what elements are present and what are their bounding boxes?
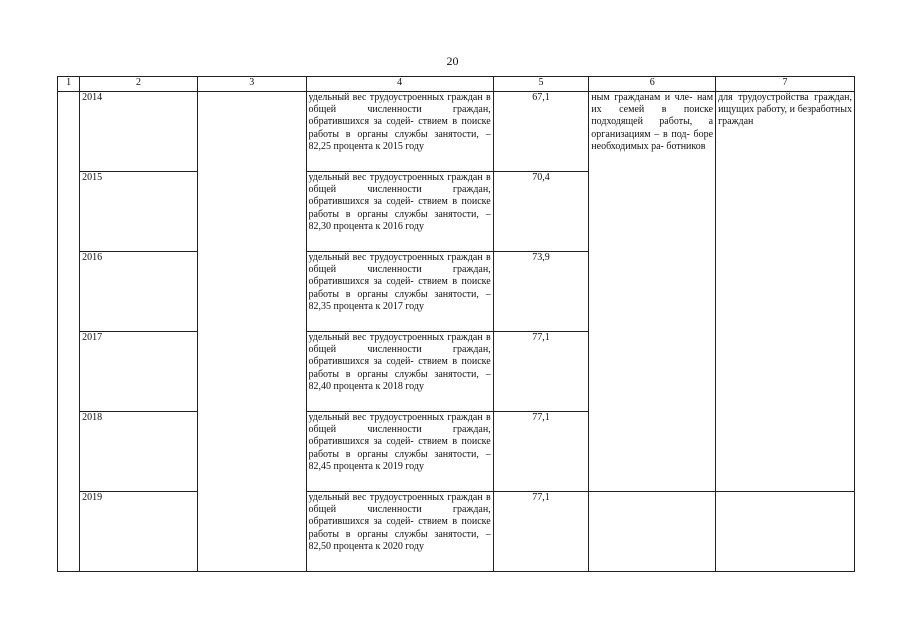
column-header: 1 — [58, 77, 80, 92]
column-header: 6 — [589, 77, 716, 92]
description-cell: удельный вес трудоустроенных граждан в общей численности граждан, обратившихся за содей- ствием в поиске работы в органы службы занятости, – 82,45 процента к 2019 году — [306, 412, 493, 492]
column-3-cell — [197, 92, 306, 572]
description-cell: удельный вес трудоустроенных граждан в общей численности граждан, обратившихся за содей- ствием в поиске работы в органы службы занятости, – 82,25 процента к 2015 году — [306, 92, 493, 172]
year-cell: 2018 — [80, 412, 198, 492]
description-cell: удельный вес трудоустроенных граждан в общей численности граждан, обратившихся за содей- ствием в поиске работы в органы службы занятости, – 82,50 процента к 2020 году — [306, 492, 493, 572]
table-row — [58, 492, 855, 572]
table-header-row — [58, 77, 855, 92]
year-cell: 2019 — [80, 492, 198, 572]
column-7-empty-cell — [716, 492, 855, 572]
column-header: 5 — [493, 77, 589, 92]
description-cell: удельный вес трудоустроенных граждан в общей численности граждан, обратившихся за содей- ствием в поиске работы в органы службы занятости, – 82,30 процента к 2016 году — [306, 172, 493, 252]
column-7-cell: для трудоустройства граждан, ищущих работу, и безработных граждан — [716, 92, 855, 492]
value-cell: 77,1 — [493, 492, 589, 572]
year-cell: 2016 — [80, 252, 198, 332]
table-row — [58, 92, 855, 172]
column-header: 2 — [80, 77, 198, 92]
column-header: 7 — [716, 77, 855, 92]
column-6-empty-cell — [589, 492, 716, 572]
page-number: 20 — [446, 54, 459, 68]
column-6-cell: ным гражданам и чле- нам их семей в поиске подходящей работы, а организациям – в под- боре необходимых ра- ботников — [589, 92, 716, 492]
column-header: 3 — [197, 77, 306, 92]
value-cell: 67,1 — [493, 92, 589, 172]
column-1-cell — [58, 92, 80, 572]
value-cell: 77,1 — [493, 332, 589, 412]
description-cell: удельный вес трудоустроенных граждан в общей численности граждан, обратившихся за содей- ствием в поиске работы в органы службы занятости, – 82,35 процента к 2017 году — [306, 252, 493, 332]
year-cell: 2014 — [80, 92, 198, 172]
year-cell: 2015 — [80, 172, 198, 252]
value-cell: 77,1 — [493, 412, 589, 492]
indicator-table — [57, 76, 855, 572]
value-cell: 70,4 — [493, 172, 589, 252]
value-cell: 73,9 — [493, 252, 589, 332]
description-cell: удельный вес трудоустроенных граждан в общей численности граждан, обратившихся за содей- ствием в поиске работы в органы службы занятости, – 82,40 процента к 2018 году — [306, 332, 493, 412]
year-cell: 2017 — [80, 332, 198, 412]
column-header: 4 — [306, 77, 493, 92]
